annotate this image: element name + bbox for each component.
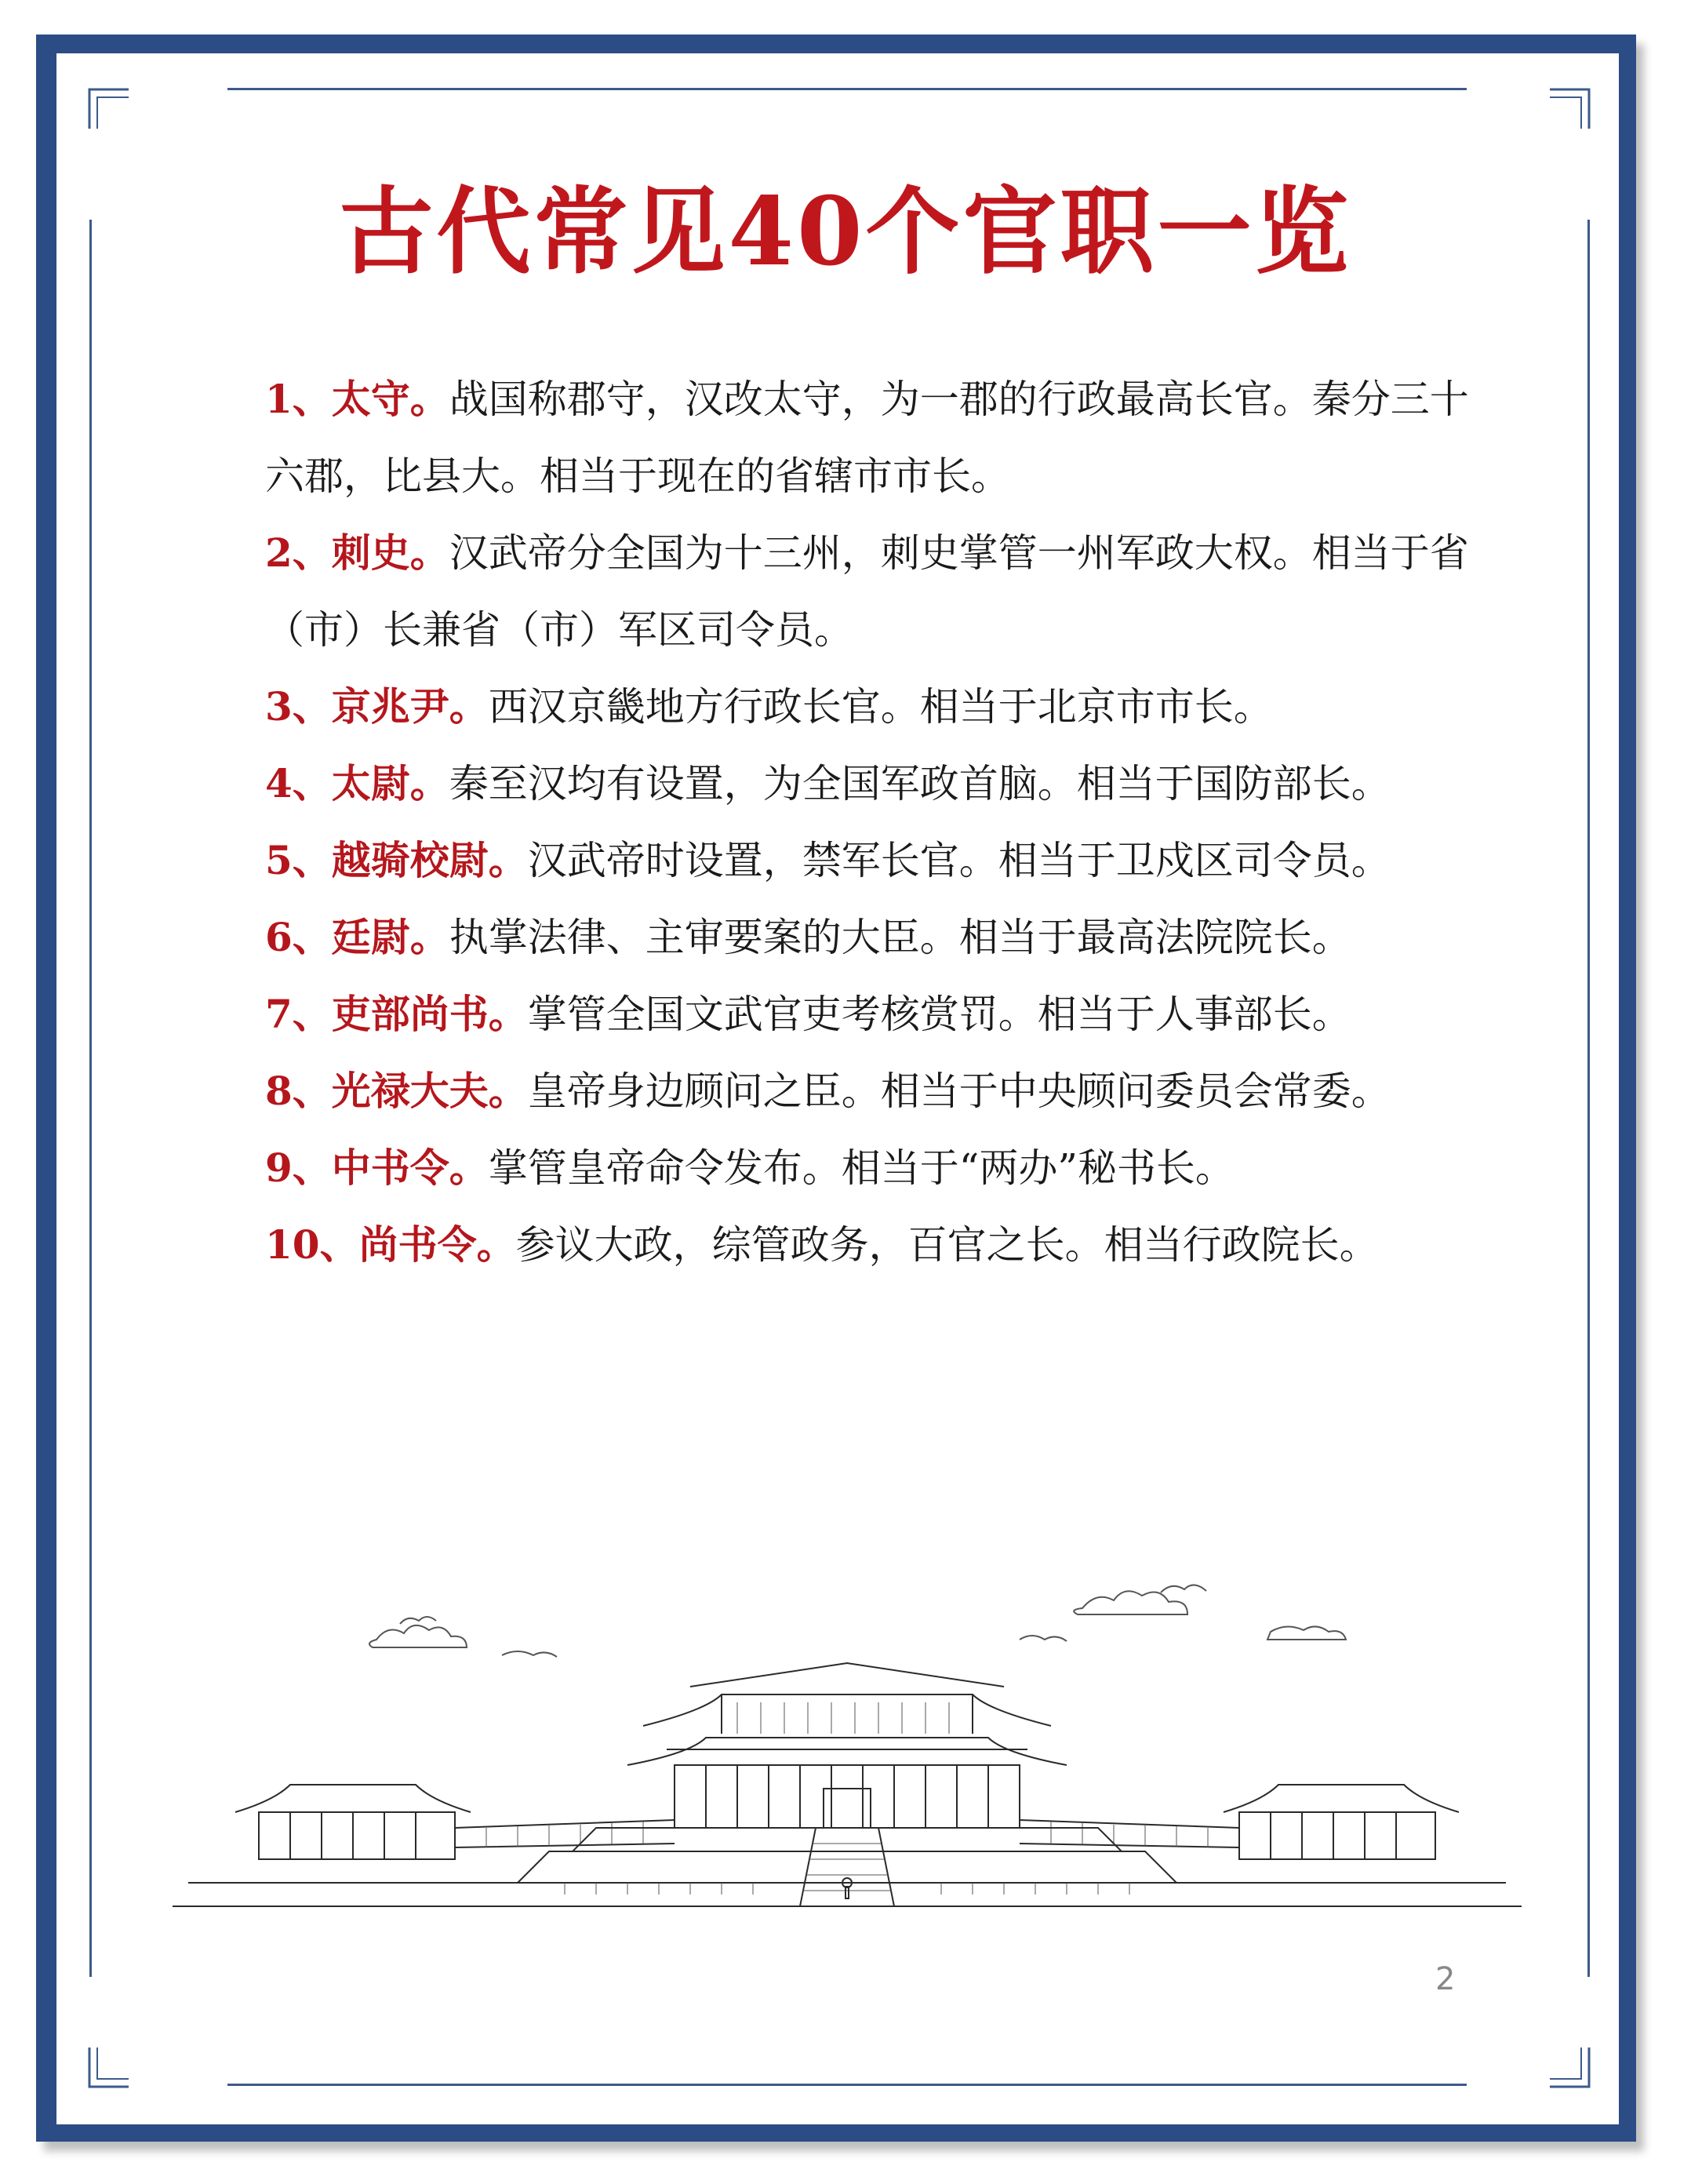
list-item (265, 1130, 1489, 1207)
right-border-line (1587, 220, 1590, 1977)
item-number: 10、 (265, 1221, 359, 1268)
item-number: 6、 (265, 914, 332, 960)
cloud-icon (369, 1617, 557, 1657)
list-item (265, 745, 1489, 822)
top-border-line (227, 88, 1467, 90)
item-number: 5、 (265, 837, 332, 883)
item-number: 8、 (265, 1068, 332, 1114)
list-item (265, 899, 1489, 976)
list-item (265, 668, 1489, 745)
list-item (265, 361, 1489, 515)
palace-illustration (157, 1577, 1537, 1922)
item-description: 执掌法律、主审要案的大臣。相当于最高法院院长。 (449, 915, 1351, 960)
item-title: 中书令。 (331, 1145, 489, 1191)
item-title: 尚书令。 (358, 1221, 516, 1268)
item-title: 太守。 (331, 376, 449, 422)
item-description: 掌管全国文武官吏考核赏罚。相当于人事部长。 (527, 992, 1351, 1037)
page-title: 古代常见40个官职一览 (339, 177, 1352, 287)
left-border-line (89, 220, 92, 1977)
official-list (265, 361, 1489, 1283)
corner-ornament-icon (1542, 82, 1597, 136)
list-item (265, 515, 1489, 668)
item-number: 7、 (265, 991, 332, 1037)
item-description: 汉武帝分全国为十三州，刺史掌管一州军政大权。相当于省（市）长兼省（市）军区司令员。 (265, 530, 1469, 653)
item-title: 京兆尹。 (331, 683, 489, 730)
item-description: 战国称郡守，汉改太守，为一郡的行政最高长官。秦分三十六郡，比县大。相当于现在的省辖市市长。 (265, 377, 1469, 499)
item-title: 吏部尚书。 (331, 991, 528, 1037)
list-item (265, 1053, 1489, 1130)
item-title: 越骑校尉。 (331, 837, 528, 883)
cloud-icon (1020, 1585, 1346, 1641)
corner-ornament-icon (82, 2040, 136, 2095)
item-description: 皇帝身边顾问之臣。相当于中央顾问委员会常委。 (527, 1068, 1391, 1114)
item-title: 太尉。 (331, 760, 449, 806)
item-description: 掌管皇帝命令发布。相当于“两办”秘书长。 (488, 1145, 1235, 1191)
item-description: 参议大政，综管政务，百官之长。相当行政院长。 (515, 1222, 1379, 1268)
item-description: 西汉京畿地方行政长官。相当于北京市市长。 (488, 684, 1273, 730)
item-title: 刺史。 (331, 530, 449, 576)
item-title: 光禄大夫。 (331, 1068, 528, 1114)
page-number: 2 (1435, 1961, 1456, 1997)
list-item (265, 976, 1489, 1053)
item-title: 廷尉。 (331, 914, 449, 960)
item-number: 9、 (265, 1145, 332, 1191)
item-description: 秦至汉均有设置，为全国军政首脑。相当于国防部长。 (449, 761, 1391, 806)
list-item (265, 1207, 1489, 1283)
item-number: 2、 (265, 530, 332, 576)
list-item (265, 822, 1489, 899)
item-number: 1、 (265, 376, 332, 422)
item-description: 汉武帝时设置，禁军长官。相当于卫戍区司令员。 (527, 838, 1391, 883)
corner-ornament-icon (82, 82, 136, 136)
item-number: 3、 (265, 683, 332, 730)
corner-ornament-icon (1542, 2040, 1597, 2095)
item-number: 4、 (265, 760, 332, 806)
bottom-border-line (227, 2084, 1467, 2086)
